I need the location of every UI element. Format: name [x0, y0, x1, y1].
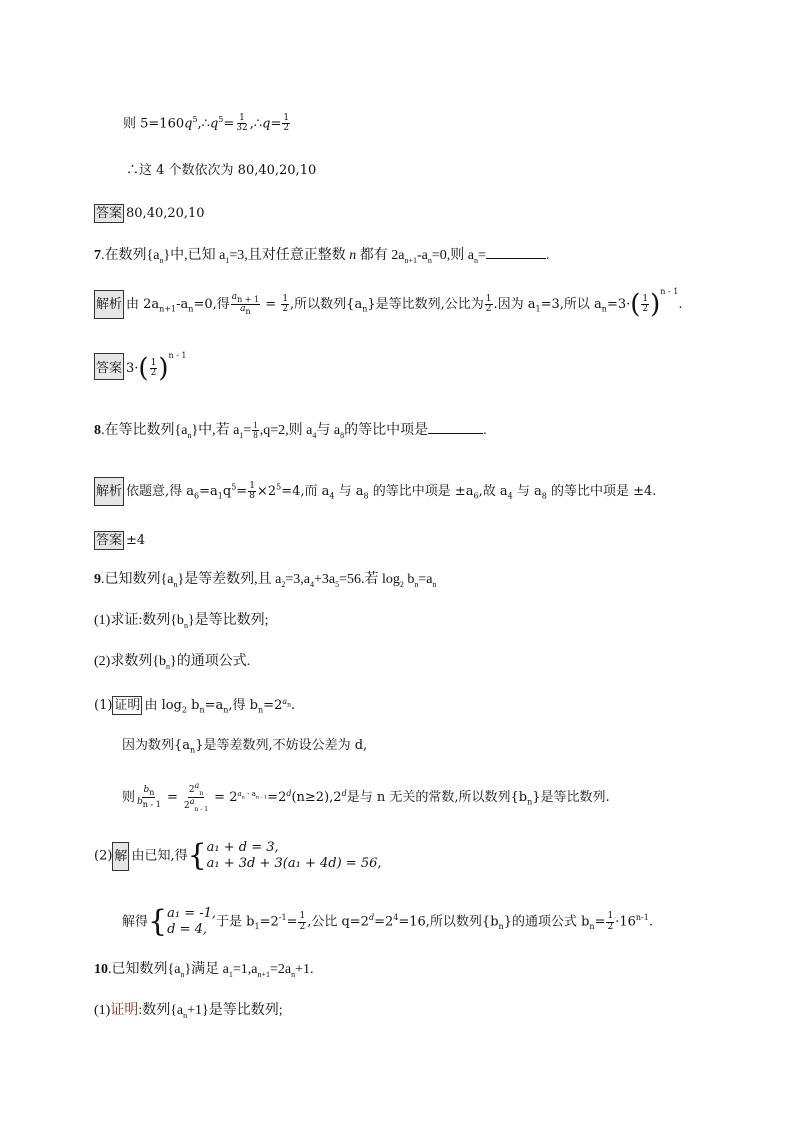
fraction: $\frac{1}{2}$ [485, 293, 492, 314]
solution-tag: 解析 [94, 477, 124, 506]
proof-tag: 证明 [114, 698, 141, 713]
solution-9-part-1: (1) 证明 由 $\log_2 b_n=a_n$,得 $b_n=2^{a_n}$. [94, 696, 296, 715]
fraction: $\frac{1}{8}$ [249, 480, 255, 501]
fraction: $\frac{1}{8}$ [253, 420, 258, 441]
solution-step-ratio: 则 $5=160q^5,\therefore q^5=$ $\frac{1}{32}$ ,∴q= $\frac{1}{2}$ [123, 113, 290, 134]
solution-7: 解析 由 $2a_{n+1}-a_n=0$,得 $\frac{a_{n + 1}}{a_n}$ = $\frac{1}{2}$ ,所以数列$\{a_n\}$是等比数列,公比为 $\frac{1}{2}$ .因为 $a_1=3$,所以 $a_n=3\cdot$( $\frac{1}{2}$ )$^{n - 1}$. [96, 287, 683, 320]
fraction: $\frac{2^a_n}{2^a_{n - 1}}$ [183, 781, 209, 813]
answer-8: 答案 ±4 [96, 533, 146, 548]
answer-tag: 答案 [94, 353, 124, 380]
answer-blank [486, 258, 546, 259]
question-9: 9.已知数列$\{a_n\}$是等差数列,且 $a_2=3,a_4+3a_5=56$.若 $\log_2 b_n=a_n$ [94, 572, 437, 589]
question-9-part-1: (1)求证:数列$\{b_n\}$是等比数列; [94, 613, 269, 630]
answer-7: 答案 3·( $\frac{1}{2}$ )$^{n - 1}$ [96, 351, 187, 384]
fraction: $\frac{1}{2}$ [283, 113, 290, 134]
solution-conclusion: ∴这 4 个数依次为 80,40,20,10 [126, 163, 317, 178]
fraction: $\frac{a_{n + 1}}{a_n}$ [231, 291, 260, 316]
question-7: 7.在数列$\{a_n\}$中,已知 $a_1=3$,且对任意正整数 n 都有 $2a_{n+1}-a_n=0$,则 $a_n=$ . [94, 248, 550, 265]
equation-system: a₁ + d = 3, a₁ + 3d + 3(a₁ + 4d) = 56, [206, 840, 382, 871]
proof-label: 证明 [110, 1003, 139, 1018]
question-10-part-1: (1)证明:数列$\{a_n+1\}$是等比数列; [94, 1003, 283, 1020]
fraction: $\frac{1}{32}$ [236, 113, 248, 134]
question-9-part-2: (2)求数列$\{b_n\}$的通项公式. [94, 654, 251, 671]
answer-blank [428, 433, 483, 434]
answer-6: 答案 80,40,20,10 [96, 206, 205, 221]
solution-9-part-2: (2) 解 由已知,得{ a₁ + d = 3, a₁ + 3d + 3(a₁ + 4d) = 56, [94, 838, 382, 873]
fraction: $\frac{1}{2}$ [150, 357, 157, 378]
answer-tag: 答案 [96, 533, 123, 548]
answer-tag: 答案 [96, 206, 123, 221]
solution-9-part-2-result: 解得{ a₁ = -1, d = 4, 于是 $b_1=2^{-1}=$ $\frac{1}{2}$ ,公比 $q=2^d=2^4=16$,所以数列$\{b_n\}$的通项公式 $b_n=$ $\frac{1}{2}$ $\cdot 16^{n-1}$. [122, 904, 653, 939]
solution-9-part-1-step: 因为数列$\{a_n\}$是等差数列,不妨设公差为 d, [122, 738, 368, 755]
equation-system: a₁ = -1, d = 4, [167, 906, 217, 937]
question-10: 10.已知数列$\{a_n\}$满足 $a_1=1,a_{n+1}=2a_n+1$. [94, 962, 314, 979]
solution-8: 解析 依题意,得 $a_6=a_1q^5=$ $\frac{1}{8}$ $\times 2^5=4$,而 $a_4$ 与 $a_8$ 的等比中项是 $\pm a_6$,故 $a_4$ 与 $a_8$ 的等比中项是 ±4. [94, 477, 656, 506]
solution-9-part-1-ratio: 则 $\frac{b_n}{b_{n - 1}}$ = $\frac{2^a_n}{2^a_{n - 1}}$ = $2^{a_n - a_{n - 1}}=2^d(n\ge 2),2^d$是与 n 无关的常数,所以数列$\{b_n\}$是等比数列. [122, 781, 610, 813]
solution-tag: 解 [112, 842, 129, 871]
fraction: $\frac{b_n}{b_{n - 1}}$ [137, 784, 161, 809]
solution-tag: 解析 [94, 290, 124, 319]
question-8: 8.在等比数列$\{a_n\}$中,若 $a_1=$ $\frac{1}{8}$ ,q=2,则 $a_4$与 $a_8$的等比中项是 . [94, 420, 487, 441]
fraction: $\frac{1}{2}$ [642, 293, 649, 314]
fraction: $\frac{1}{2}$ [299, 911, 306, 932]
fraction: $\frac{1}{2}$ [282, 293, 289, 314]
fraction: $\frac{1}{2}$ [607, 911, 614, 932]
